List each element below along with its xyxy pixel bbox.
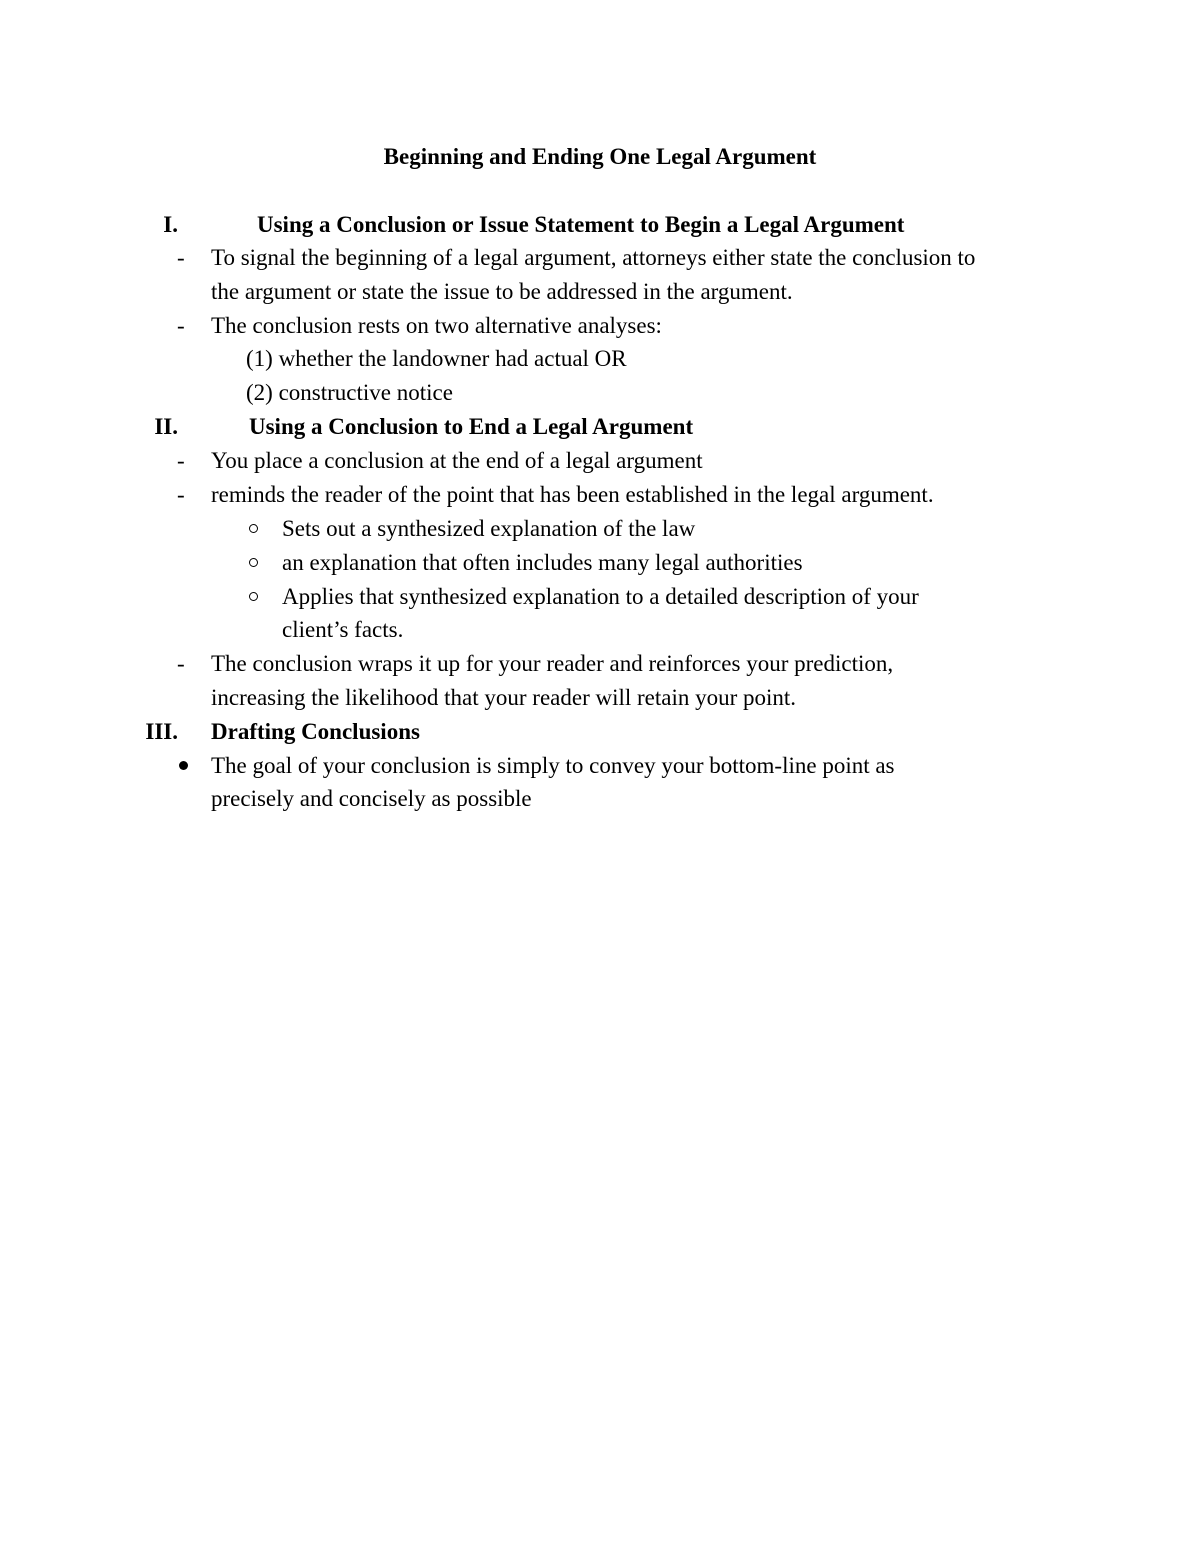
numbered-subitem: (2) constructive notice	[246, 380, 453, 405]
dot-bullet-icon	[179, 761, 188, 770]
section-heading: Using a Conclusion to End a Legal Argument	[249, 414, 694, 439]
bullet-text: precisely and concisely as possible	[211, 786, 532, 811]
dash-bullet: -	[177, 482, 185, 507]
numbered-subitem: (1) whether the landowner had actual OR	[246, 346, 627, 371]
bullet-text: the argument or state the issue to be addressed in the argument.	[211, 279, 793, 304]
bullet-text: increasing the likelihood that your reader will retain your point.	[211, 685, 797, 710]
section-numeral: III.	[145, 719, 178, 744]
bullet-text: reminds the reader of the point that has been established in the legal argument.	[211, 482, 934, 507]
dash-bullet: -	[177, 245, 185, 270]
sub-bullet-text: Applies that synthesized explanation to a detailed description of your	[282, 584, 919, 609]
dash-bullet: -	[177, 651, 185, 676]
section-heading: Drafting Conclusions	[211, 719, 420, 744]
document-title: Beginning and Ending One Legal Argument	[383, 144, 817, 169]
bullet-text: The goal of your conclusion is simply to convey your bottom-line point as	[211, 753, 895, 778]
section-heading: Using a Conclusion or Issue Statement to Begin a Legal Argument	[257, 212, 905, 237]
bullet-text: To signal the beginning of a legal argument, attorneys either state the conclusion to	[211, 245, 976, 270]
section-numeral: I.	[163, 212, 178, 237]
bullet-text: The conclusion rests on two alternative analyses:	[211, 313, 662, 338]
section-numeral: II.	[154, 414, 178, 439]
circle-bullet-icon	[249, 592, 258, 601]
dash-bullet: -	[177, 448, 185, 473]
circle-bullet-icon	[249, 558, 258, 567]
bullet-text: You place a conclusion at the end of a legal argument	[211, 448, 703, 473]
bullet-text: The conclusion wraps it up for your reader and reinforces your prediction,	[211, 651, 894, 676]
circle-bullet-icon	[249, 524, 258, 533]
sub-bullet-text: client’s facts.	[282, 617, 404, 642]
dash-bullet: -	[177, 313, 185, 338]
sub-bullet-text: Sets out a synthesized explanation of the law	[282, 516, 696, 541]
sub-bullet-text: an explanation that often includes many legal authorities	[282, 550, 803, 575]
